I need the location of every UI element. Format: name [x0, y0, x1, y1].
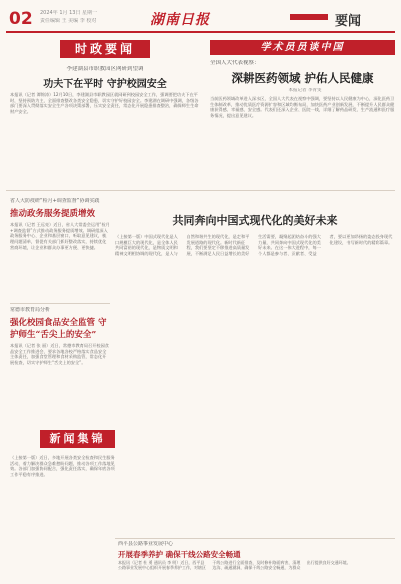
right-story-kicker: 全国人大代表视察： [210, 60, 260, 66]
feature-body: （上接第一版）中国式现代化是人口规模巨大的现代化，是全体人民共同富裕的现代化，是物质文明和精神文明相协调的现代化，是人与自然和谐共生的现代化，是走和平发展道路的现代化。新时代新征程，我们要坚定不移推进高质量发展，不断满足人民日益增长的美好生活需要，凝聚起团结奋斗的强大力量，共同奔向中国式现代化的美好未来。在这一伟大进程中，每一个人都是参与者、贡献者、受益者，要以更加昂扬的姿态投身现代化建设，书写新时代的精彩篇章。 [115, 234, 393, 257]
midleft2-kicker: 常德市教育局分析 [10, 307, 51, 313]
story1-title: 功夫下在平时 守护校园安全 [43, 79, 167, 90]
page-number: 02 [9, 9, 33, 29]
midleft-kicker: 省人大防疫研“检月+调查监督”协调实践 [10, 198, 100, 204]
divider-top-mid [6, 190, 395, 191]
bottom-right-body: 本报讯（记者 杜 勇 通讯员 李 明）近日，西平县公路事业发展中心组织开展春季养护工作，对辖区干线公路进行全面排查，及时修补路面病害，清理边沟、疏通涵洞，确保干线公路安全畅通，为群众出行提供良好交通环境。 [118, 560, 351, 571]
bottom-right-title: 开展春季养护 确保干线公路安全畅通 [118, 550, 241, 559]
divider-bottom-right [115, 538, 395, 539]
midleft-body: 本报讯（记者 王远亮）近日，省人大常委会运用“检月+调查监督”方式推动政务服务提质增效。调研组深入政务服务中心、企业和基层窗口，听取意见建议，梳理问题清单，督促有关部门抓好整改落实，持续优化营商环境，让企业和群众办事更方便、更快捷。 [10, 222, 110, 250]
midleft-title: 推动政务服务提质增效 [10, 209, 96, 219]
banner-tezhuan: 学术员员谈中国 [210, 40, 395, 55]
news-brief-body: （上接第一版）近日，多地开展各类安全检查和民生服务活动，着力解决群众急难愁盼问题，推动各项工作落地见效。各部门加强协同配合，强化责任落实，确保年底各项工作平稳有序推进。 [10, 455, 115, 478]
page-header [0, 0, 401, 34]
midleft2-title: 强化校园食品安全监管 守护师生“舌尖上的安全” [10, 318, 107, 340]
header-rule [6, 31, 395, 33]
right-story-byline: 本报记者 李青雯 [288, 88, 322, 93]
story1-kicker: 李建湖县市职教园区网研到望调 [66, 66, 144, 72]
header-editors: 责任编辑 王 美编 李 校对 [40, 18, 97, 24]
bottom-right-kicker: 西平县公路事业发展中心 [118, 541, 174, 547]
divider-left-mid [10, 303, 110, 304]
header-date: 2024年 1月 13日 星期一 [40, 10, 98, 16]
section-name: 要闻 [335, 14, 362, 29]
feature-title: 共同奔向中国式现代化的美好未来 [172, 214, 338, 227]
banner-shizheng: 时政要闻 [60, 40, 150, 58]
masthead-logo: 湖南日报 [150, 12, 210, 28]
right-story-body: 当前医药领域改革进入深水区，全国人大代表在视察中强调，要坚持以人民健康为中心，深化医药卫生体制改革，推动优质医疗资源扩容和区域均衡布局，加快医药产业创新发展，不断提升人民群众健康获得感、幸福感、安全感。代表们还深入企业、医院一线，详细了解药品研发、生产流通和医疗服务情况，提出意见建议。 [210, 96, 395, 119]
story1-body: 本报讯（记者 谭锦涛）12月10日，李建湖县市职教园区就网研到校园安全工作，强调要把功夫下在平时，坚持预防为主，全面排查整改各类安全隐患，切实守护好校园安全。李建湖在调研中强调，各级各部门要深入贯彻落实安全生产各项决策部署，压实安全责任，常态化开展隐患排查整治，确保师生生命财产安全。 [10, 92, 199, 115]
right-story-title: 深耕医药领域 护佑人民健康 [231, 71, 374, 85]
header-accent-bar [290, 14, 328, 20]
midleft2-body: 本报讯（记者 张 丽）近日，常德市教育局召开校园食品安全工作推进会，要求各地各校严格落实食品安全主体责任，加强食堂管理和食材采购监管，常态化开展检查，切实守护师生“舌尖上的安全”。 [10, 343, 109, 366]
banner-news-brief: 新闻集锦 [40, 430, 115, 448]
